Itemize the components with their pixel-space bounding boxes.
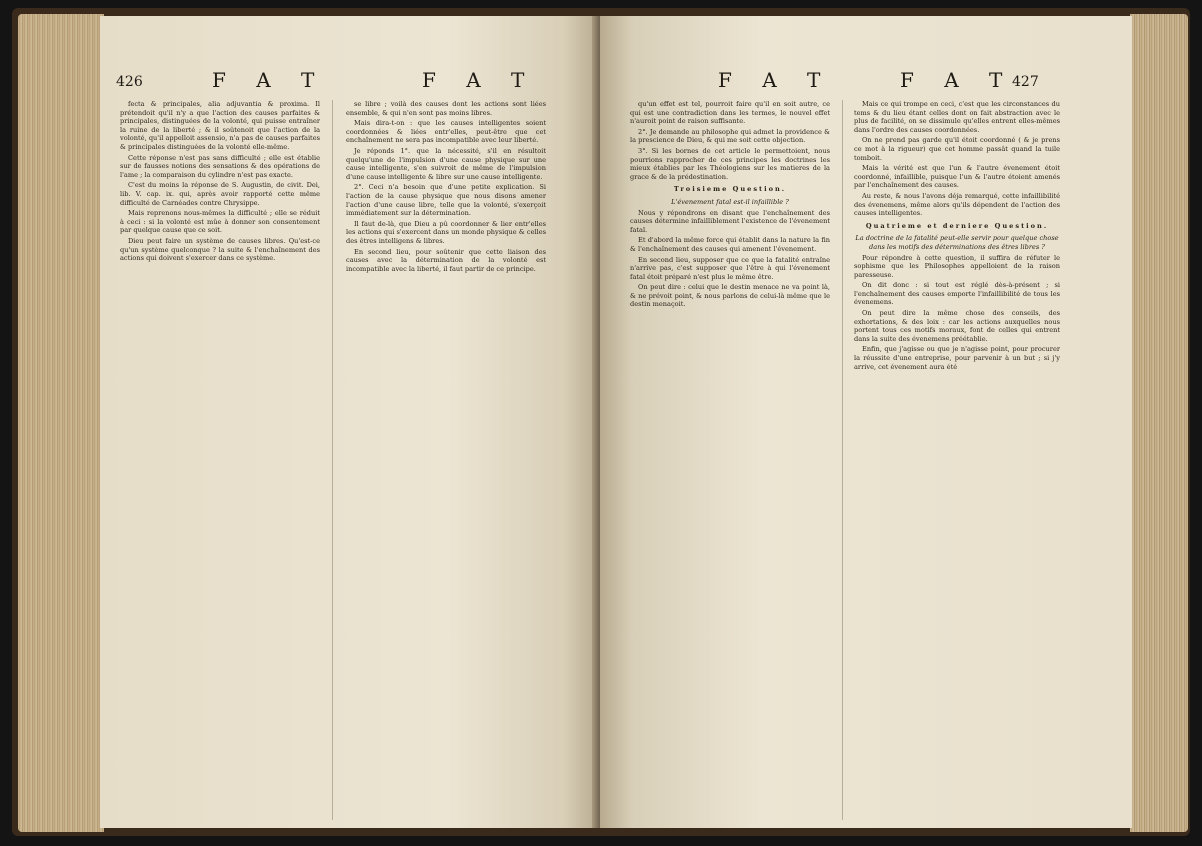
column-rule [332, 100, 333, 820]
paragraph: C'est du moins la réponse de S. Augustin, de civit. Dei, lib. V. cap. ix. qui, après avoir rapporté cette même difficulté de Carnéades contre Chrysippe. [120, 181, 320, 207]
section-heading: Quatrieme et derniere Question. [865, 221, 1049, 230]
paragraph: On dit donc : si tout est réglé dès-à-présent ; si l'enchaînement des causes emporte l'infaillibilité de tous les évenemens. [854, 281, 1060, 307]
right-page-header [600, 68, 1132, 102]
text-column-2 [346, 100, 546, 820]
paragraph: 2°. Je demande au philosophe qui admet la providence & la prescience de Dieu, & qui me soit cette objection. [630, 127, 830, 145]
paragraph: Pour répondre à cette question, il suffira de réfuter le sophisme que les Philosophes appelloient de la raison paresseuse. [854, 253, 1060, 279]
text-column-2 [854, 100, 1060, 820]
running-head: F A T [422, 68, 537, 92]
paragraph: Dieu peut faire un système de causes libres. Qu'est-ce qu'un système quelconque ? la suite & l'enchaînement des actions qui doivent s'exercer dans ce système. [120, 236, 320, 263]
paragraph: se libre ; voilà des causes dont les actions sont liées ensemble, & qui n'en sont pas moins libres. [346, 100, 546, 117]
paragraph: En second lieu, pour soûtenir que cette liaison des causes avec la détermination de la volonté est incompatible avec la liberté, il faut partir de ce principe. [346, 247, 546, 273]
page-number: 427 [1012, 74, 1039, 90]
paragraph: Je réponds 1°. que la nécessité, s'il en résultoit quelqu'une de l'impulsion d'une cause physique sur une cause intelligente, s'en suivroit de même de l'impulsion d'une cause intelligente & libre sur une cause intelligente. [346, 146, 546, 181]
right-page-edges [1130, 14, 1188, 832]
paragraph: fecta & principales, alia adjuvantia & proxima. Il prétendoit qu'il n'y a que l'action des causes parfaites & principales, distinguées de la volonté, qui puisse entraîner la ruine de la liberté ; & il soûtenoit que l'action de la volonté, qu'il appelloit assensio, n'a pas de causes parfaites & principales distinguées de la volonté elle-même. [120, 100, 320, 151]
column-rule [842, 100, 843, 820]
paragraph: Et d'abord la même force qui établit dans la nature la fin & l'enchaînement des causes qui amenent l'évenement. [630, 236, 830, 253]
section-subheading: L'évenement fatal est-il infaillible ? [671, 197, 789, 206]
section-heading: Troisieme Question. [673, 185, 787, 194]
paragraph: Il faut de-là, que Dieu a pû coordonner & lier entr'elles les actions qui s'exercent dans un monde physique & celles des êtres intelligens & libres. [346, 219, 546, 245]
paragraph: On peut dire la même chose des conseils, des exhortations, & des loix : car les actions auxquelles nous portent tous ces motifs moraux, font de celles qui entrent dans la suite des évenemens préétablie. [854, 309, 1060, 343]
paragraph: Cette réponse n'est pas sans difficulté ; elle est établie sur de fausses notions des sensations & des opérations de l'ame ; la comparaison du cylindre n'est pas exacte. [120, 153, 320, 179]
left-page-edges [18, 14, 104, 832]
paragraph: Mais dira-t-on : que les causes intelligentes soient coordonnées & liées entr'elles, peut-être que cet enchaînement ne sera pas incompatible avec leur liberté. [346, 119, 546, 145]
text-column-1 [120, 100, 320, 820]
section-subheading: La doctrine de la fatalité peut-elle servir pour quelque chose dans les motifs des déterminations des êtres libres ? [855, 234, 1059, 251]
paragraph: Enfin, que j'agisse ou que je n'agisse point, pour procurer la réussite d'une entreprise, pour parvenir à un but ; si j'y arrive, cet évenement aura été [854, 345, 1060, 371]
left-page-header [100, 68, 598, 102]
paragraph: 3°. Si les bornes de cet article le permettoient, nous pourrions rapprocher de ces principes les doctrines les mieux établies par les Théologiens sur les matieres de la grace & de la prédestination. [630, 146, 830, 181]
right-page [600, 16, 1132, 828]
paragraph: Mais reprenons nous-mêmes la difficulté ; elle se réduit à ceci : si la volonté est mûe à donner son consentement par quelque cause que ce soit. [120, 209, 320, 235]
page-number: 426 [116, 74, 143, 90]
paragraph: On ne prend pas garde qu'il étoit coordonné ( & je prens ce mot à la rigueur) que cet homme passât quand la tuile tomboit. [854, 136, 1060, 162]
running-head: F A T [900, 68, 1015, 92]
paragraph: qu'un effet est tel, pourroit faire qu'il en soit autre, ce qui est une contradiction dans les termes, le nouvel effet n'auroit point de raison suffisante. [630, 100, 830, 126]
left-page [100, 16, 598, 828]
paragraph: Mais ce qui trompe en ceci, c'est que les circonstances du tems & du lieu étant celles dont on fait abstraction avec le plus de facilité, on se dissimule qu'elles entrent elles-mêmes dans l'ordre des causes coordonnées. [854, 100, 1060, 134]
running-head: F A T [718, 68, 833, 92]
paragraph: Nous y répondrons en disant que l'enchaînement des causes détermine infailliblement l'existence de l'évenement fatal. [630, 208, 830, 234]
running-head: F A T [212, 68, 327, 92]
paragraph: On peut dire : celui que le destin menace ne va point là, & ne prévoit point, & nous parlons de celui-là même que le destin menaçoit. [630, 283, 830, 309]
paragraph: 2°. Ceci n'a besoin que d'une petite explication. Si l'action de la cause physique que nous disons amener l'action d'une cause libre, telle que la volonté, s'exerçoit immédiatement sur la détermination. [346, 183, 546, 218]
paragraph: En second lieu, supposer que ce que la fatalité entraîne n'arrive pas, c'est supposer que l'être à qui l'évenement fatal étoit préparé n'est plus le même être. [630, 255, 830, 281]
paragraph: Au reste, & nous l'avons déja remarqué, cette infaillibilité des évenemens, même alors qu'ils dépendent de l'action des causes intelligentes. [854, 191, 1060, 218]
text-column-1 [630, 100, 830, 820]
paragraph: Mais la vérité est que l'un & l'autre évenement étoit coordonné, infaillible, puisque l'un & l'autre étoient amenés par l'enchaînement des causes. [854, 164, 1060, 190]
